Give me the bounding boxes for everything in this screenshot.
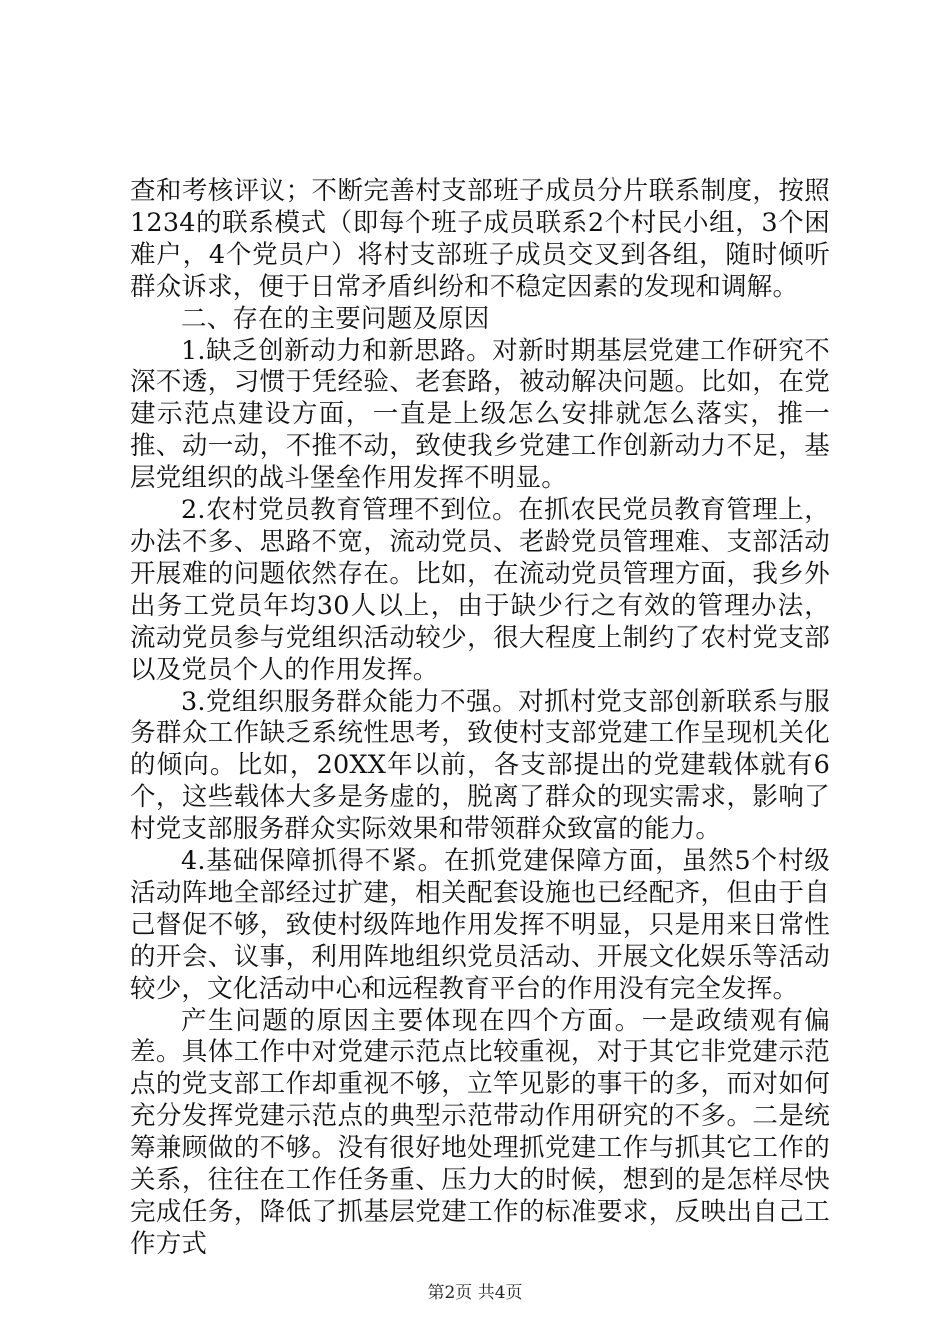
paragraph-problem-3: 3.党组织服务群众能力不强。对抓村党支部创新联系与服务群众工作缺乏系统性思考，致使村支部党建工作呈现机关化的倾向。比如，20XX年以前，各支部提出的党建载体就有6个，这些载体大多是务虚的，脱离了群众的现实需求，影响了村党支部服务群众实际效果和带领群众致富的能力。 [130,686,830,845]
document-body [130,176,830,1261]
paragraph-problem-4: 4.基础保障抓得不紧。在抓党建保障方面，虽然5个村级活动阵地全部经过扩建，相关配套设施也已经配齐，但由于自己督促不够，致使村级阵地作用发挥不明显，只是用来日常性的开会、议事，利用阵地组织党员活动、开展文化娱乐等活动较少，文化活动中心和远程教育平台的作用没有完全发挥。 [130,846,830,1004]
page-number: 第2页 共4页 [427,1283,523,1303]
page-footer [0,1282,950,1304]
paragraph-problem-2: 2.农村党员教育管理不到位。在抓农民党员教育管理上，办法不多、思路不宽，流动党员、老龄党员管理难、支部活动开展难的问题依然存在。比如，在流动党员管理方面，我乡外出务工党员年均30人以上，由于缺少行之有效的管理办法，流动党员参与党组织活动较少，很大程度上制约了农村党支部以及党员个人的作用发挥。 [130,495,830,685]
paragraph-causes: 产生问题的原因主要体现在四个方面。一是政绩观有偏差。具体工作中对党建示范点比较重视，对于其它非党建示范点的党支部工作却重视不够，立竿见影的事干的多，而对如何充分发挥党建示范点的典型示范带动作用研究的不多。二是统筹兼顾做的不够。没有很好地处理抓党建工作与抓其它工作的关系，往往在工作任务重、压力大的时候，想到的是怎样尽快完成任务，降低了抓基层党建工作的标准要求，反映出自己工作方式 [130,1005,830,1259]
paragraph-problem-1: 1.缺乏创新动力和新思路。对新时期基层党建工作研究不深不透，习惯于凭经验、老套路，被动解决问题。比如，在党建示范点建设方面，一直是上级怎么安排就怎么落实，推一推、动一动，不推不动，致使我乡党建工作创新动力不足，基层党组织的战斗堡垒作用发挥不明显。 [130,335,830,494]
section-heading: 二、存在的主要问题及原因 [181,303,490,334]
paragraph-continuation: 查和考核评议；不断完善村支部班子成员分片联系制度，按照1234的联系模式（即每个班子成员联系2个村民小组，3个困难户，4个党员户）将村支部班子成员交叉到各组，随时倾听群众诉求，便于日常矛盾纠纷和不稳定因素的发现和调解。 [130,176,830,302]
